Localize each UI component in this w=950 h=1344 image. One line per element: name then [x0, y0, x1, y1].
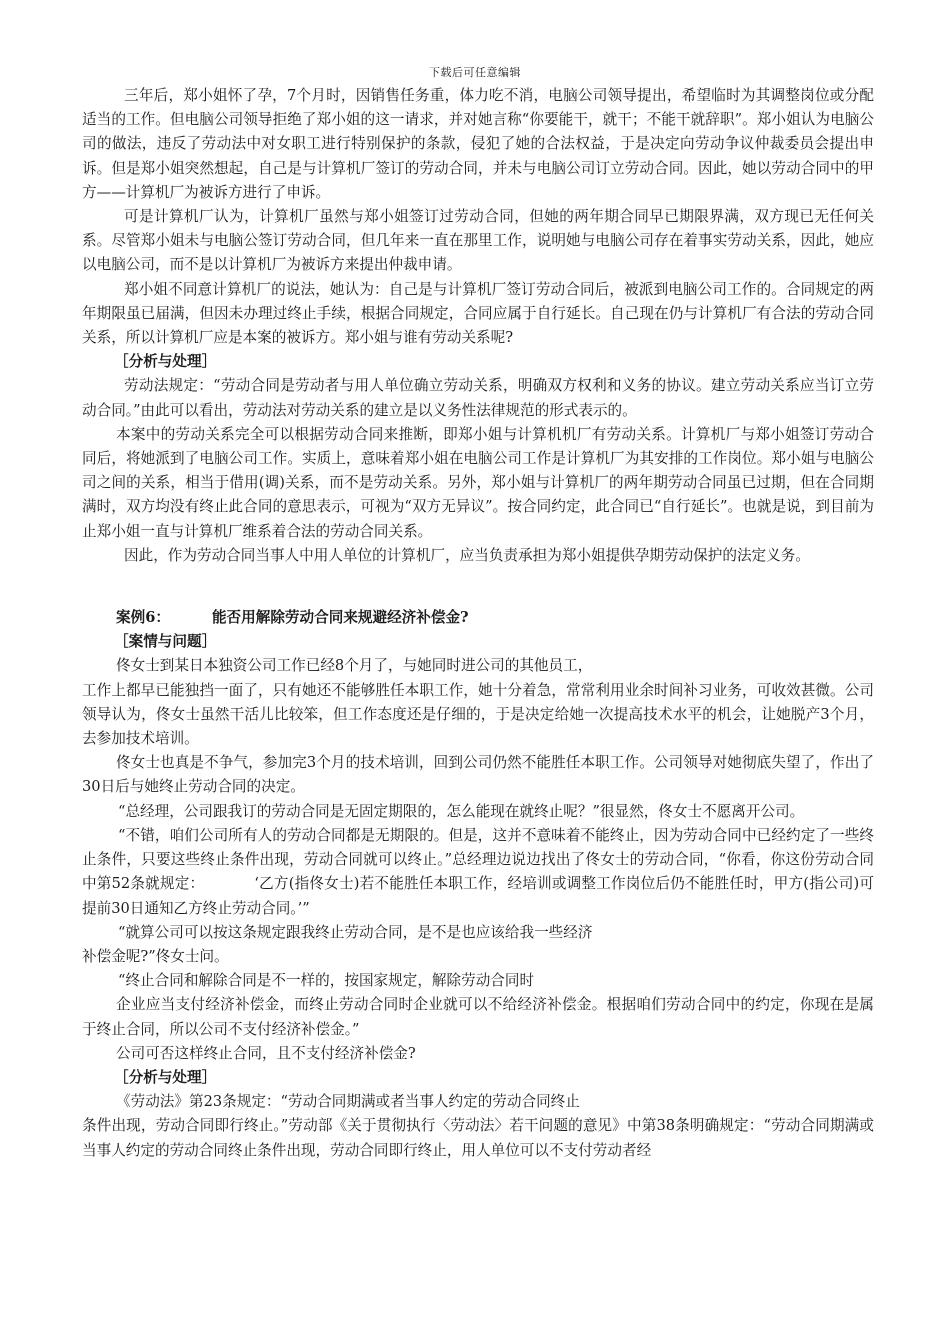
- paragraph: “总经理，公司跟我订的劳动合同是无固定期限的，怎么能现在就终止呢？”很显然，佟女士不愿离开公司。: [118, 802, 805, 820]
- paragraph: 本案中的劳动关系完全可以根据劳动合同来推断，即郑小姐与计算机机厂有劳动关系。计算机厂与郑小姐签订劳动合同后，将她派到了电脑公司工作。实质上，意味着郑小姐在电脑公司工作是计算机厂为其安排的工作岗位。郑小姐与电脑公司之间的关系，相当于借用(调)关系，而不是劳动关系。另外，郑小姐与计算机厂的两年期劳动合同虽已过期，但在合同期满时，双方均没有终止此合同的意思表示，可视为“双方无异议”。按合同约定，此合同已“自行延长”。也就是说，到目前为止郑小姐一直与计算机厂维系着合法的劳动合同关系。: [82, 425, 874, 540]
- section-heading: ［分析与处理］: [114, 353, 217, 371]
- case-title: [82, 606, 874, 630]
- paragraph: 三年后，郑小姐怀了孕，7个月时，因销售任务重，体力吃不消，电脑公司领导提出，希望临时为其调整岗位或分配适当的工作。但电脑公司领导拒绝了郑小姐的这一请求，并对她言称“你要能干，就干；不能干就辞职”。郑小姐认为电脑公司的做法，违反了劳动法中对女职工进行特别保护的条款，侵犯了她的合法权益，于是决定向劳动争议仲裁委员会提出申诉。但是郑小姐突然想起，自己是与计算机厂签订的劳动合同，并未与电脑公司订立劳动合同。因此，她以劳动合同中的甲方——计算机厂为被诉方进行了申诉。: [82, 87, 874, 201]
- paragraph: 条件出现，劳动合同即行终止。”劳动部《关于贯彻执行〈劳动法〉若干问题的意见》中第38条明确规定：“劳动合同期满或当事人约定的劳动合同终止条件出现，劳动合同即行终止，用人单位可以不支付劳动者经: [82, 1117, 874, 1159]
- page-header: 下载后可任意编辑: [429, 66, 521, 79]
- paragraph: 企业应当支付经济补偿金，而终止劳动合同时企业就可以不给经济补偿金。根据咱们劳动合同中的约定，你现在是属于终止合同，所以公司不支付经济补偿金。”: [82, 996, 874, 1038]
- paragraph: 劳动法规定：“劳动合同是劳动者与用人单位确立劳动关系，明确双方权利和义务的协议。建立劳动关系应当订立劳动合同。”由此可以看出，劳动法对劳动关系的建立是以义务性法律规范的形式表示的。: [82, 377, 874, 419]
- dialogue-text: “不错，咱们公司所有人的劳动合同都是无期限的。但是，这并不意味着不能终止，因为劳动合同中已经约定了一些终止条件，只要这些终止条件出现，劳动合同就可以终止。”总经理边说边找出了佟女士的劳动合同，“你看，你这份劳动合同中第52条就规定：: [82, 826, 874, 893]
- paragraph: [82, 824, 874, 921]
- document-body: [82, 84, 874, 1163]
- dialogue-quote: ‘乙方(指佟女士)若不能胜任本职工作，经培训或调整工作岗位后仍不能胜任时，甲方(指公司)可提前30日通知乙方终止劳动合同。’”: [82, 875, 874, 917]
- paragraph: 工作上都早已能独挡一面了，只有她还不能够胜任本职工作，她十分着急，常常利用业余时间补习业务，可收效甚微。公司领导认为，佟女士虽然干活儿比较笨，但工作态度还是仔细的，于是决定给她一次提高技术水平的机会，让她脱产3个月，去参加技术培训。: [82, 681, 874, 748]
- case-label: 案例6：: [116, 609, 170, 627]
- paragraph: 郑小姐不同意计算机厂的说法，她认为：自己是与计算机厂签订劳动合同后，被派到电脑公司工作的。合同规定的两年期限虽已届满，但因未办理过终止手续，根据合同规定，合同应属于自行延长。自己现在仍与计算机厂有合法的劳动合同关系，所以计算机厂应是本案的被诉方。郑小姐与谁有劳动关系呢?: [82, 280, 874, 347]
- paragraph: “终止合同和解除合同是不一样的，按国家规定，解除劳动合同时: [118, 972, 535, 990]
- case-title-text: 能否用解除劳动合同来规避经济补偿金?: [211, 609, 469, 627]
- paragraph: 《劳动法》第23条规定：“劳动合同期满或者当事人约定的劳动合同终止: [116, 1093, 580, 1111]
- paragraph: 可是计算机厂认为，计算机厂虽然与郑小姐签订过劳动合同，但她的两年期合同早已期限界满，双方现已无任何关系。尽管郑小姐未与电脑公签订劳动合同，但几年来一直在那里工作，说明她与电脑公司存在着事实劳动关系，因此，她应以电脑公司，而不是以计算机厂为被诉方来提出仲裁申请。: [82, 208, 874, 274]
- paragraph: 因此，作为劳动合同当事人中用人单位的计算机厂，应当负责承担为郑小姐提供孕期劳动保护的法定义务。: [124, 546, 810, 564]
- paragraph: 佟女士到某日本独资公司工作已经8个月了，与她同时进公司的其他员工，: [116, 657, 593, 675]
- paragraph: 公司可否这样终止合同，且不支付经济补偿金?: [116, 1044, 416, 1062]
- spacer: [82, 568, 874, 606]
- section-heading: ［案情与问题］: [114, 633, 217, 651]
- paragraph: 佟女士也真是不争气，参加完3个月的技术培训，回到公司仍然不能胜任本职工作。公司领导对她彻底失望了，作出了30日后与她终止劳动合同的决定。: [82, 754, 874, 796]
- section-heading: ［分析与处理］: [114, 1068, 217, 1086]
- paragraph: “就算公司可以按这条规定跟我终止劳动合同，是不是也应该给我一些经济: [118, 923, 593, 941]
- paragraph: 补偿金呢?”佟女士问。: [82, 947, 229, 965]
